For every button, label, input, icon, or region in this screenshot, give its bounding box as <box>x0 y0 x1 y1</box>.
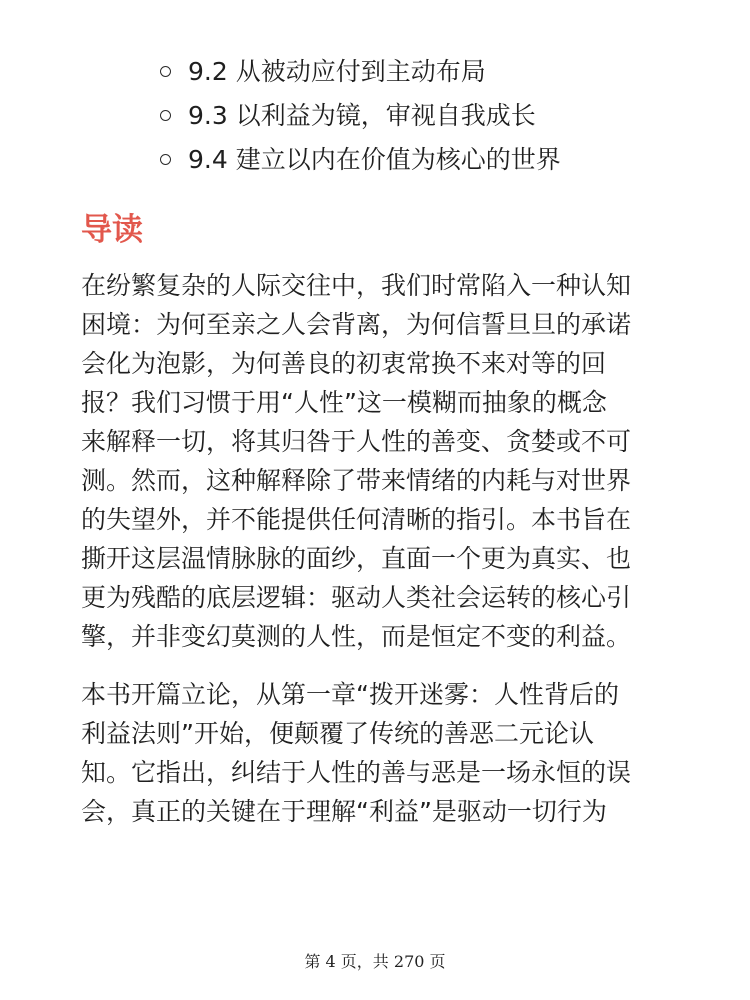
page-number-footer: 第 4 页，共 270 页 <box>304 952 446 971</box>
toc-item <box>160 140 720 184</box>
text-line: 本书开篇立论，从第一章“拨开迷雾：人性背后的 <box>81 680 619 709</box>
toc-item-label: 9.4 建立以内在价值为核心的世界 <box>188 145 561 174</box>
toc-item <box>160 96 720 140</box>
section-heading: 导读 <box>81 212 143 248</box>
text-line: 来解释一切，将其归咎于人性的善变、贪婪或不可 <box>81 427 632 456</box>
text-line: 会，真正的关键在于理解“利益”是驱动一切行为 <box>81 797 607 826</box>
text-line: 会化为泡影，为何善良的初衷常换不来对等的回 <box>81 349 607 378</box>
text-line: 撕开这层温情脉脉的面纱，直面一个更为真实、也 <box>81 544 632 573</box>
circle-bullet-icon <box>160 66 171 77</box>
circle-bullet-icon <box>160 110 171 121</box>
toc-list <box>160 52 720 184</box>
toc-item <box>160 52 720 96</box>
text-line: 的失望外，并不能提供任何清晰的指引。本书旨在 <box>81 505 632 534</box>
circle-bullet-icon <box>160 154 171 165</box>
text-line: 利益法则”开始，便颠覆了传统的善恶二元论认 <box>81 719 594 748</box>
body-paragraph <box>81 266 631 656</box>
toc-item-label: 9.2 从被动应付到主动布局 <box>188 57 486 86</box>
text-line: 困境：为何至亲之人会背离，为何信誓旦旦的承诺 <box>81 310 632 339</box>
text-line: 擎，并非变幻莫测的人性，而是恒定不变的利益。 <box>81 622 632 651</box>
text-line: 测。然而，这种解释除了带来情绪的内耗与对世界 <box>81 466 632 495</box>
text-line: 报？我们习惯于用“人性”这一模糊而抽象的概念 <box>81 388 607 417</box>
text-line: 知。它指出，纠结于人性的善与恶是一场永恒的误 <box>81 758 632 787</box>
toc-item-label: 9.3 以利益为镜，审视自我成长 <box>188 101 536 130</box>
body-paragraph <box>81 675 631 831</box>
text-line: 更为残酷的底层逻辑：驱动人类社会运转的核心引 <box>81 583 632 612</box>
text-line: 在纷繁复杂的人际交往中，我们时常陷入一种认知 <box>81 271 632 300</box>
